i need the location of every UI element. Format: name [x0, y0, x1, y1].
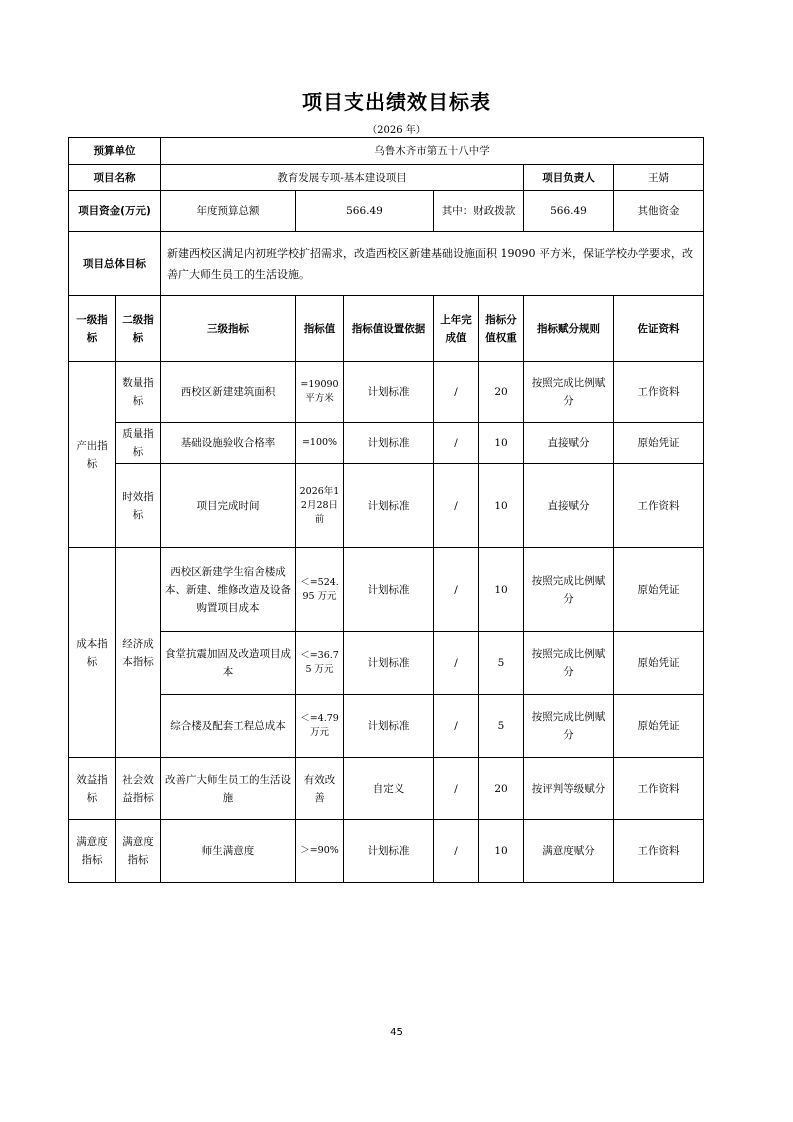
basis-cell: 计划标准: [344, 820, 434, 883]
rule-cell: 按照完成比例赋分: [524, 632, 614, 695]
value-cell: 有效改善: [296, 758, 344, 820]
col-level3: 三级指标: [161, 296, 296, 362]
value-cell: ＞=90%: [296, 820, 344, 883]
level3-cell: 师生满意度: [161, 820, 296, 883]
project-name-label: 项目名称: [69, 165, 161, 191]
table-row: [69, 548, 704, 632]
responsible-label: 项目负责人: [524, 165, 614, 191]
level3-cell: 基础设施验收合格率: [161, 423, 296, 464]
level2-cell: 经济成本指标: [116, 548, 161, 758]
level3-cell: 改善广大师生员工的生活设施: [161, 758, 296, 820]
unit-label: 预算单位: [69, 138, 161, 165]
level2-cell: 社会效益指标: [116, 758, 161, 820]
level1-cell: 产出指标: [69, 362, 116, 548]
level3-cell: 西校区新建建筑面积: [161, 362, 296, 423]
evidence-cell: 原始凭证: [614, 695, 704, 758]
basis-cell: 计划标准: [344, 695, 434, 758]
value-cell: ＜=4.79 万元: [296, 695, 344, 758]
goal-label: 项目总体目标: [69, 232, 161, 296]
last-year-cell: /: [434, 464, 479, 548]
evidence-cell: 工作资料: [614, 362, 704, 423]
table-row: [69, 362, 704, 423]
annual-budget-value: 566.49: [296, 191, 434, 232]
table-row: [69, 695, 704, 758]
goal-text: 新建西校区满足内初班学校扩招需求，改造西校区新建基础设施面积 19090 平方米，保证学校办学要求，改善广大师生员工的生活设施。: [161, 232, 704, 296]
value-cell: =100%: [296, 423, 344, 464]
evidence-cell: 工作资料: [614, 464, 704, 548]
evidence-cell: 工作资料: [614, 820, 704, 883]
other-funds-label: 其他资金: [614, 191, 704, 232]
level3-cell: 项目完成时间: [161, 464, 296, 548]
weight-cell: 5: [479, 695, 524, 758]
col-evidence: 佐证资料: [614, 296, 704, 362]
rule-cell: 按评判等级赋分: [524, 758, 614, 820]
col-basis: 指标值设置依据: [344, 296, 434, 362]
goal-row: [69, 232, 704, 296]
basis-cell: 计划标准: [344, 362, 434, 423]
level2-cell: 数量指标: [116, 362, 161, 423]
basis-cell: 自定义: [344, 758, 434, 820]
level1-cell: 满意度指标: [69, 820, 116, 883]
document-year: （2026 年）: [367, 125, 426, 136]
last-year-cell: /: [434, 820, 479, 883]
rule-cell: 直接赋分: [524, 423, 614, 464]
table-row: [69, 758, 704, 820]
level2-cell: 质量指标: [116, 423, 161, 464]
level1-cell: 成本指标: [69, 548, 116, 758]
weight-cell: 10: [479, 820, 524, 883]
last-year-cell: /: [434, 423, 479, 464]
value-cell: ＜=36.75 万元: [296, 632, 344, 695]
table-row: [69, 464, 704, 548]
funds-label: 项目资金(万元): [69, 191, 161, 232]
rule-cell: 按照完成比例赋分: [524, 548, 614, 632]
col-value: 指标值: [296, 296, 344, 362]
col-rule: 指标赋分规则: [524, 296, 614, 362]
level2-cell: 时效指标: [116, 464, 161, 548]
funds-row: [69, 191, 704, 232]
rule-cell: 满意度赋分: [524, 820, 614, 883]
value-cell: =19090 平方米: [296, 362, 344, 423]
unit-value: 乌鲁木齐市第五十八中学: [161, 138, 704, 165]
last-year-cell: /: [434, 758, 479, 820]
level3-cell: 综合楼及配套工程总成本: [161, 695, 296, 758]
weight-cell: 10: [479, 423, 524, 464]
weight-cell: 10: [479, 464, 524, 548]
project-name-row: [69, 165, 704, 191]
page-number: 45: [390, 1027, 403, 1038]
level1-cell: 效益指标: [69, 758, 116, 820]
annual-budget-label: 年度预算总额: [161, 191, 296, 232]
last-year-cell: /: [434, 632, 479, 695]
basis-cell: 计划标准: [344, 464, 434, 548]
table-row: [69, 423, 704, 464]
weight-cell: 5: [479, 632, 524, 695]
level3-cell: 西校区新建学生宿舍楼成本、新建、维修改造及设备购置项目成本: [161, 548, 296, 632]
rule-cell: 直接赋分: [524, 464, 614, 548]
table-row: [69, 820, 704, 883]
weight-cell: 10: [479, 548, 524, 632]
weight-cell: 20: [479, 758, 524, 820]
basis-cell: 计划标准: [344, 423, 434, 464]
responsible-value: 王婧: [614, 165, 704, 191]
rule-cell: 按照完成比例赋分: [524, 695, 614, 758]
col-level1: 一级指标: [69, 296, 116, 362]
evidence-cell: 原始凭证: [614, 632, 704, 695]
level3-cell: 食堂抗震加固及改造项目成本: [161, 632, 296, 695]
value-cell: 2026年12月28日前: [296, 464, 344, 548]
project-name-value: 教育发展专项-基本建设项目: [161, 165, 524, 191]
evidence-cell: 原始凭证: [614, 548, 704, 632]
rule-cell: 按照完成比例赋分: [524, 362, 614, 423]
last-year-cell: /: [434, 362, 479, 423]
table-row: [69, 632, 704, 695]
basis-cell: 计划标准: [344, 548, 434, 632]
document-title: 项目支出绩效目标表: [302, 90, 491, 114]
fiscal-value: 566.49: [524, 191, 614, 232]
value-cell: ＜=524.95 万元: [296, 548, 344, 632]
col-weight: 指标分值权重: [479, 296, 524, 362]
last-year-cell: /: [434, 548, 479, 632]
evidence-cell: 原始凭证: [614, 423, 704, 464]
column-header-row: [69, 296, 704, 362]
fiscal-label: 其中：财政拨款: [434, 191, 524, 232]
col-last-year: 上年完成值: [434, 296, 479, 362]
weight-cell: 20: [479, 362, 524, 423]
unit-row: [69, 138, 704, 165]
performance-table: [68, 137, 704, 883]
basis-cell: 计划标准: [344, 632, 434, 695]
level2-cell: 满意度指标: [116, 820, 161, 883]
last-year-cell: /: [434, 695, 479, 758]
evidence-cell: 工作资料: [614, 758, 704, 820]
col-level2: 二级指标: [116, 296, 161, 362]
